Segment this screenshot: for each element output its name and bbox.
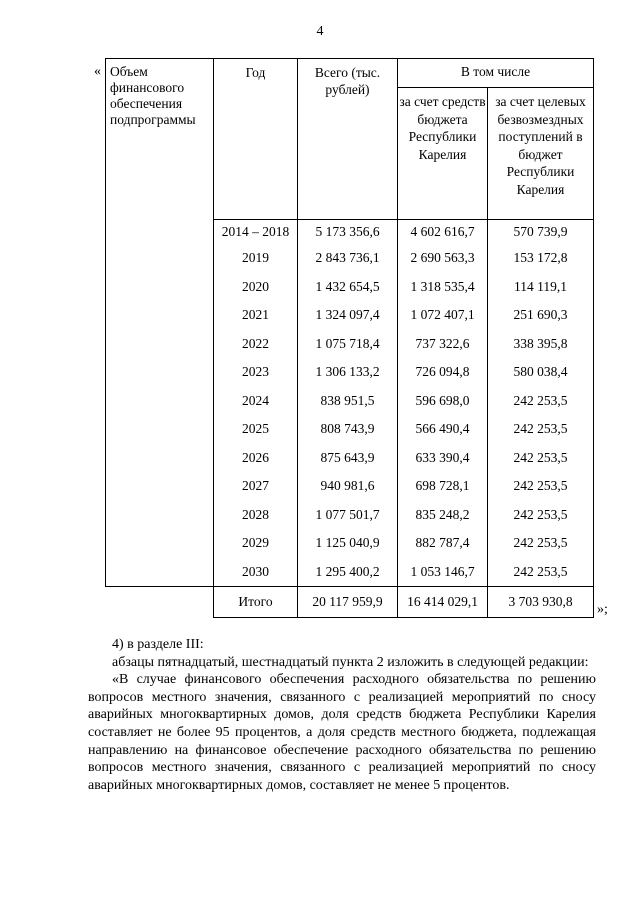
cell-targeted: 242 253,5 (513, 535, 568, 550)
table-row (106, 220, 594, 245)
header-budget-rk: за счет средств бюджета Республики Карелия (398, 88, 488, 220)
total-year: Итого (214, 587, 298, 618)
close-quote: »; (597, 602, 608, 617)
cell-year: 2021 (242, 307, 269, 322)
cell-year: 2024 (242, 392, 269, 408)
cell-targeted: 338 395,8 (513, 335, 568, 351)
total-row-spacer (106, 587, 214, 618)
cell-budget: 633 390,4 (415, 449, 470, 465)
cell-targeted: 570 739,9 (513, 224, 568, 239)
cell-total: 1 077 501,7 (315, 506, 380, 522)
document-body (88, 636, 596, 794)
cell-year: 2014 – 2018 (221, 224, 290, 239)
header-targeted: за счет целевых безвозмездных поступлений в бюджет Республики Карелия (488, 88, 594, 220)
cell-budget: 596 698,0 (415, 392, 470, 408)
cell-total: 808 743,9 (320, 421, 375, 436)
cell-budget: 737 322,6 (415, 335, 470, 351)
open-quote: « (94, 64, 101, 79)
cell-budget: 566 490,4 (415, 421, 470, 436)
cell-budget: 698 728,1 (415, 478, 470, 493)
cell-year: 2029 (242, 535, 269, 550)
item-4: 4) в разделе III: (112, 637, 204, 652)
cell-budget: 835 248,2 (415, 506, 470, 522)
cell-budget: 882 787,4 (415, 535, 470, 550)
label-column-spacer (106, 220, 214, 587)
header-financing-label: Объем финансового обеспечения подпрограммы (106, 59, 214, 220)
cell-budget: 1 318 535,4 (410, 278, 475, 294)
cell-total: 5 173 356,6 (315, 224, 380, 239)
cell-budget: 726 094,8 (415, 364, 470, 379)
cell-targeted: 251 690,3 (513, 307, 568, 322)
cell-total: 1 125 040,9 (315, 535, 380, 550)
paragraph-new-wording: «В случае финансового обеспечения расходного обязательства по решению вопросов местного значения, связанного с реализацией мероприятий по сносу аварийных многоквартирных домов, доля средств бюджета Республики Карелия составляет не более 95 процентов, а доля средств местного бюджета, подлежащая направлению на финансовое обеспечение расходного обязательства по решению вопросов местного значения, связанного с реализацией мероприятий по сносу аварийных многоквартирных домов, составляет не менее 5 процентов. (88, 672, 596, 793)
cell-total: 1 432 654,5 (315, 278, 380, 294)
cell-year: 2022 (242, 335, 269, 351)
cell-targeted: 242 253,5 (513, 392, 568, 408)
cell-year: 2026 (242, 449, 269, 465)
cell-total: 1 324 097,4 (315, 307, 380, 322)
total-budget: 16 414 029,1 (398, 587, 488, 618)
cell-targeted: 242 253,5 (513, 563, 568, 579)
cell-year: 2030 (242, 563, 269, 579)
cell-year: 2028 (242, 506, 269, 522)
cell-targeted: 242 253,5 (513, 478, 568, 493)
cell-budget: 1 053 146,7 (410, 563, 475, 579)
cell-total: 838 951,5 (320, 392, 375, 408)
table-header-row (106, 59, 594, 88)
cell-budget: 1 072 407,1 (410, 307, 475, 322)
cell-total: 1 295 400,2 (315, 563, 380, 579)
cell-targeted: 242 253,5 (513, 449, 568, 465)
cell-total: 940 981,6 (320, 478, 375, 493)
paragraph-edit-instruction: абзацы пятнадцатый, шестнадцатый пункта 2 изложить в следующей редакции: (112, 654, 589, 670)
header-including: В том числе (398, 59, 594, 88)
cell-budget: 4 602 616,7 (410, 224, 475, 239)
cell-year: 2025 (242, 421, 269, 436)
cell-total: 2 843 736,1 (315, 250, 380, 265)
cell-total: 1 306 133,2 (315, 364, 380, 379)
cell-targeted: 242 253,5 (513, 506, 568, 522)
total-total: 20 117 959,9 (298, 587, 398, 618)
cell-year: 2019 (242, 250, 269, 265)
total-targeted: 3 703 930,8 (488, 587, 594, 618)
cell-total: 1 075 718,4 (315, 335, 380, 351)
cell-targeted: 580 038,4 (513, 364, 568, 379)
cell-targeted: 242 253,5 (513, 421, 568, 436)
header-year: Год (214, 59, 298, 220)
header-total: Всего (тыс. рублей) (298, 59, 398, 220)
cell-year: 2023 (242, 364, 269, 379)
cell-targeted: 153 172,8 (513, 250, 568, 265)
cell-targeted: 114 119,1 (514, 278, 567, 294)
cell-year: 2020 (242, 278, 269, 294)
financing-table (105, 58, 594, 618)
cell-total: 875 643,9 (320, 449, 375, 465)
cell-budget: 2 690 563,3 (410, 250, 475, 265)
page-number: 4 (316, 24, 324, 39)
table-total-row (106, 587, 594, 618)
cell-year: 2027 (242, 478, 269, 493)
